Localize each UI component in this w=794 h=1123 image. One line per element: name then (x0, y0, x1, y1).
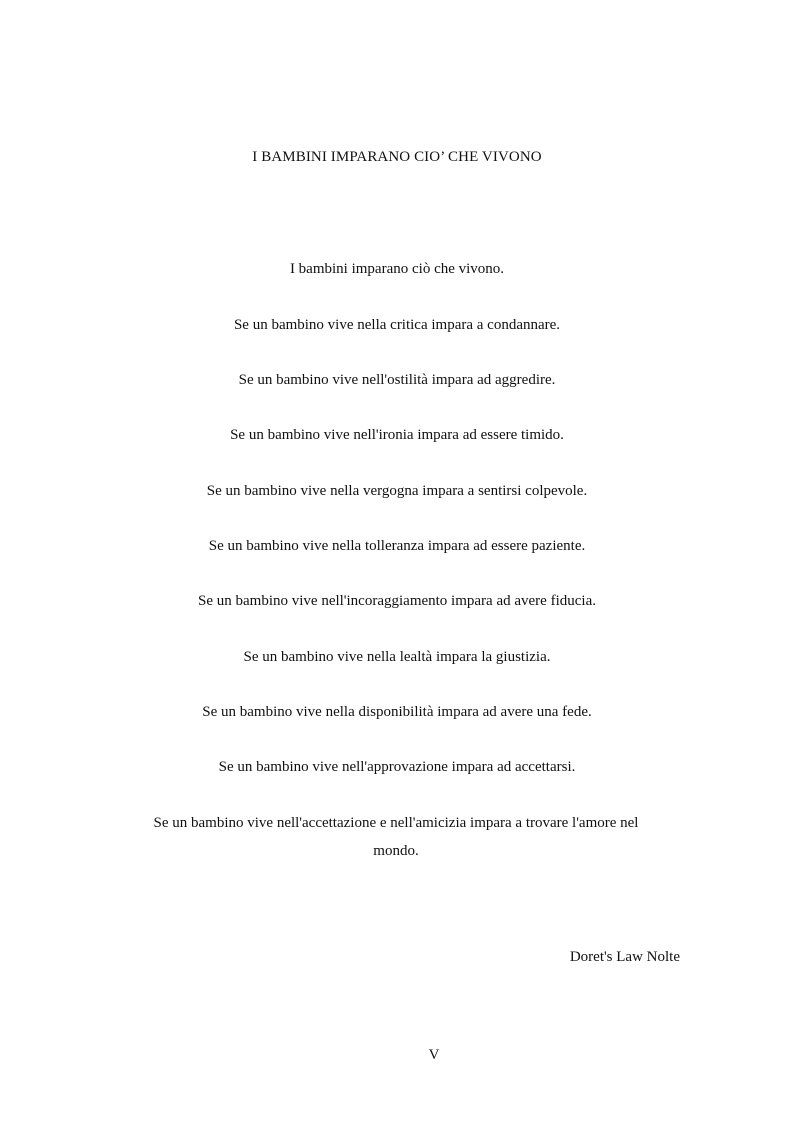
poem-line: Se un bambino vive nell'approvazione impara ad accettarsi. (218, 759, 576, 775)
poem-line: Se un bambino vive nella disponibilità impara ad avere una fede. (202, 704, 592, 720)
poem-title: I BAMBINI IMPARANO CIO’ CHE VIVONO (252, 149, 542, 165)
poem-line: Se un bambino vive nella critica impara a condannare. (233, 317, 561, 333)
poem-line: Se un bambino vive nell'ostilità impara ad aggredire. (238, 372, 556, 388)
poem-line: Se un bambino vive nella tolleranza impara ad essere paziente. (208, 538, 586, 554)
poem-line: Se un bambino vive nell'accettazione e nell'amicizia impara a trovare l'amore nel mondo. (153, 815, 639, 859)
poem-line: Se un bambino vive nella vergogna impara a sentirsi colpevole. (206, 483, 588, 499)
poem-line: Se un bambino vive nell'incoraggiamento impara ad avere fiducia. (198, 593, 596, 609)
poem-author: Doret's Law Nolte (569, 949, 680, 965)
poem-line: I bambini imparano ciò che vivono. (289, 261, 505, 277)
poem-line: Se un bambino vive nell'ironia impara ad essere timido. (230, 427, 564, 443)
page-number: V (428, 1047, 440, 1063)
poem-line: Se un bambino vive nella lealtà impara la giustizia. (243, 649, 551, 665)
